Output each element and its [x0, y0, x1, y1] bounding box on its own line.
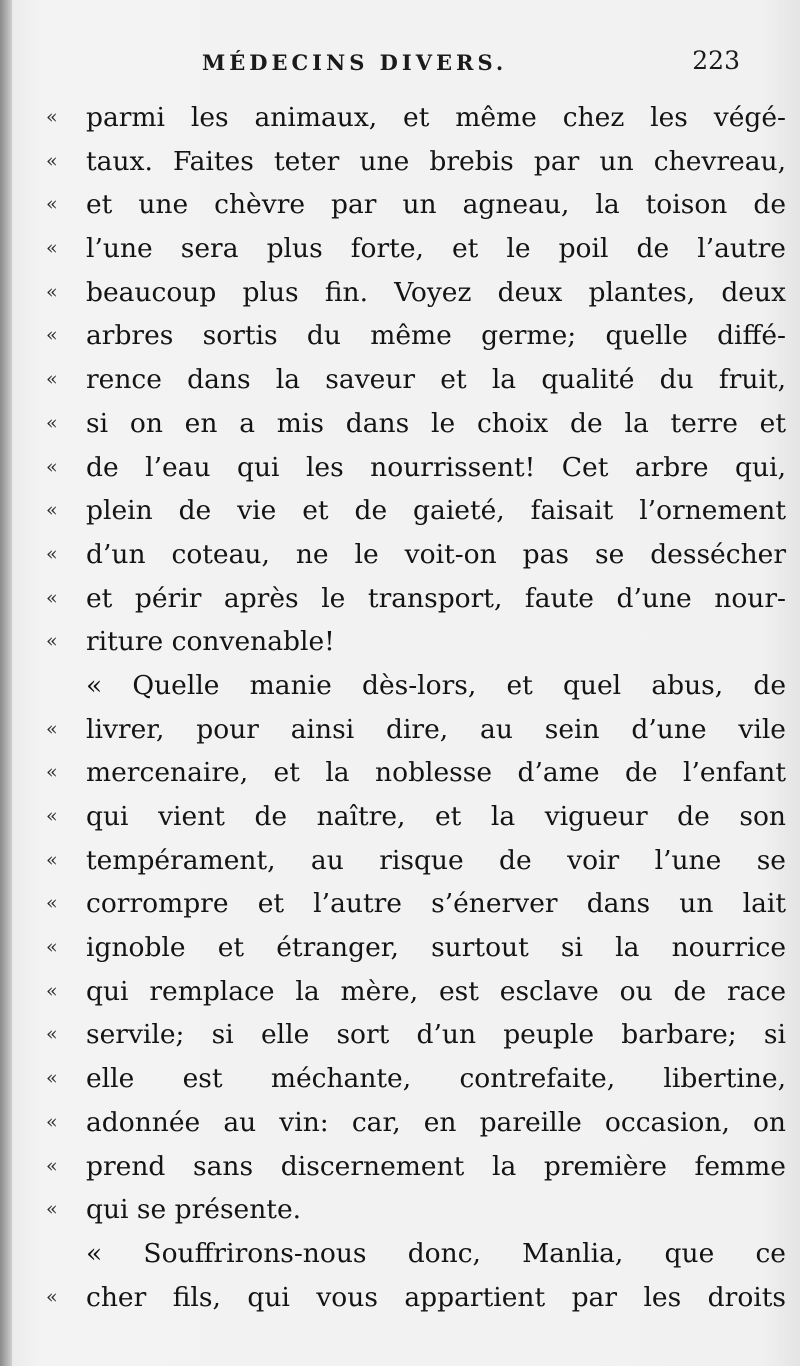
- text-line: [40, 227, 786, 271]
- paragraph-start: « Quelle manie dès-lors, et quel abus, de: [86, 669, 786, 701]
- text-line: [40, 970, 786, 1014]
- text-line: [40, 1101, 786, 1145]
- text-line: [40, 1057, 786, 1101]
- line-text: tempérament, au risque de voir l’une se: [86, 844, 786, 876]
- text-line: [40, 533, 786, 577]
- text-line: [40, 96, 786, 140]
- text-line: [40, 314, 786, 358]
- quote-mark: «: [46, 193, 58, 216]
- quote-mark: «: [46, 630, 58, 653]
- line-text: parmi les animaux, et même chez les végé-: [86, 102, 786, 133]
- text-line: [40, 926, 786, 970]
- quote-mark: «: [46, 1285, 58, 1308]
- text-line: [40, 664, 786, 708]
- quote-mark: «: [46, 411, 58, 434]
- quote-mark: «: [46, 586, 58, 609]
- line-text: livrer, pour ainsi dire, au sein d’une vile: [86, 713, 786, 745]
- text-line: [40, 1188, 760, 1232]
- text-line: [40, 882, 786, 926]
- line-text: adonnée au vin: car, en pareille occasion, on: [86, 1106, 786, 1138]
- quote-mark: «: [46, 324, 58, 347]
- quote-mark: «: [46, 761, 58, 784]
- quote-mark: «: [46, 936, 58, 959]
- text-line: [40, 708, 786, 752]
- text-line: [40, 183, 786, 227]
- quote-mark: «: [46, 717, 58, 740]
- page-gutter: [0, 0, 12, 1366]
- line-text: ignoble et étranger, surtout si la nourrice: [86, 932, 786, 964]
- text-line: [40, 140, 786, 184]
- line-text: mercenaire, et la noblesse d’ame de l’enfant: [86, 757, 786, 789]
- line-text: qui vient de naître, et la vigueur de son: [86, 801, 786, 832]
- text-line: [40, 358, 786, 402]
- quote-mark: «: [46, 455, 58, 478]
- page-number: 223: [692, 46, 740, 75]
- line-text: et une chèvre par un agneau, la toison de: [86, 189, 786, 221]
- body-text: [40, 96, 786, 1319]
- text-line: [40, 795, 786, 839]
- line-text: elle est méchante, contrefaite, libertine,: [86, 1063, 786, 1095]
- running-title: MÉDECINS DIVERS.: [202, 50, 508, 75]
- line-text: qui se présente.: [86, 1194, 302, 1226]
- line-text: taux. Faites teter une brebis par un chevreau,: [86, 145, 786, 177]
- text-line: [40, 751, 786, 795]
- quote-mark: «: [46, 1067, 58, 1090]
- line-text: si on en a mis dans le choix de la terre et: [86, 407, 786, 439]
- line-text: qui remplace la mère, est esclave ou de race: [86, 975, 786, 1007]
- quote-mark: «: [46, 1110, 58, 1133]
- text-line: [40, 1013, 786, 1057]
- page-header: [0, 44, 800, 80]
- line-text: corrompre et l’autre s’énerver dans un lait: [86, 888, 786, 920]
- text-line: [40, 446, 786, 490]
- text-line: [40, 839, 786, 883]
- line-text: prend sans discernement la première femme: [86, 1150, 786, 1182]
- text-line: [40, 402, 786, 446]
- line-text: et périr après le transport, faute d’une nour-: [86, 582, 786, 614]
- quote-mark: «: [46, 149, 58, 172]
- text-line: [40, 620, 760, 664]
- text-line: [40, 1232, 786, 1276]
- text-line: [40, 1276, 786, 1320]
- line-text: arbres sortis du même germe; quelle diffé-: [86, 320, 786, 352]
- quote-mark: «: [46, 848, 58, 871]
- line-text: riture convenable!: [86, 626, 335, 658]
- line-text: l’une sera plus forte, et le poil de l’autre: [86, 233, 786, 265]
- text-line: [40, 489, 786, 533]
- line-text: servile; si elle sort d’un peuple barbare; si: [86, 1019, 786, 1051]
- line-text: plein de vie et de gaieté, faisait l’ornement: [86, 495, 786, 527]
- line-text: de l’eau qui les nourrissent! Cet arbre qui,: [86, 451, 786, 483]
- quote-mark: «: [46, 237, 58, 260]
- line-text: rence dans la saveur et la qualité du fruit,: [86, 364, 786, 396]
- quote-mark: «: [46, 368, 58, 391]
- quote-mark: «: [46, 1154, 58, 1177]
- line-text: cher fils, qui vous appartient par les droits: [86, 1281, 786, 1313]
- line-text: d’un coteau, ne le voit-on pas se dessécher: [86, 538, 786, 570]
- line-text: beaucoup plus fin. Voyez deux plantes, deux: [86, 276, 786, 308]
- text-line: [40, 577, 786, 621]
- text-line: [40, 271, 786, 315]
- paragraph-start: « Souffrirons-nous donc, Manlia, que ce: [86, 1237, 786, 1269]
- quote-mark: «: [46, 106, 58, 128]
- quote-mark: «: [46, 979, 58, 1002]
- text-line: [40, 1145, 786, 1189]
- quote-mark: «: [46, 499, 58, 522]
- quote-mark: «: [46, 892, 58, 915]
- quote-mark: «: [46, 1023, 58, 1046]
- quote-mark: «: [46, 280, 58, 303]
- quote-mark: «: [46, 1198, 58, 1221]
- quote-mark: «: [46, 805, 58, 827]
- quote-mark: «: [46, 542, 58, 565]
